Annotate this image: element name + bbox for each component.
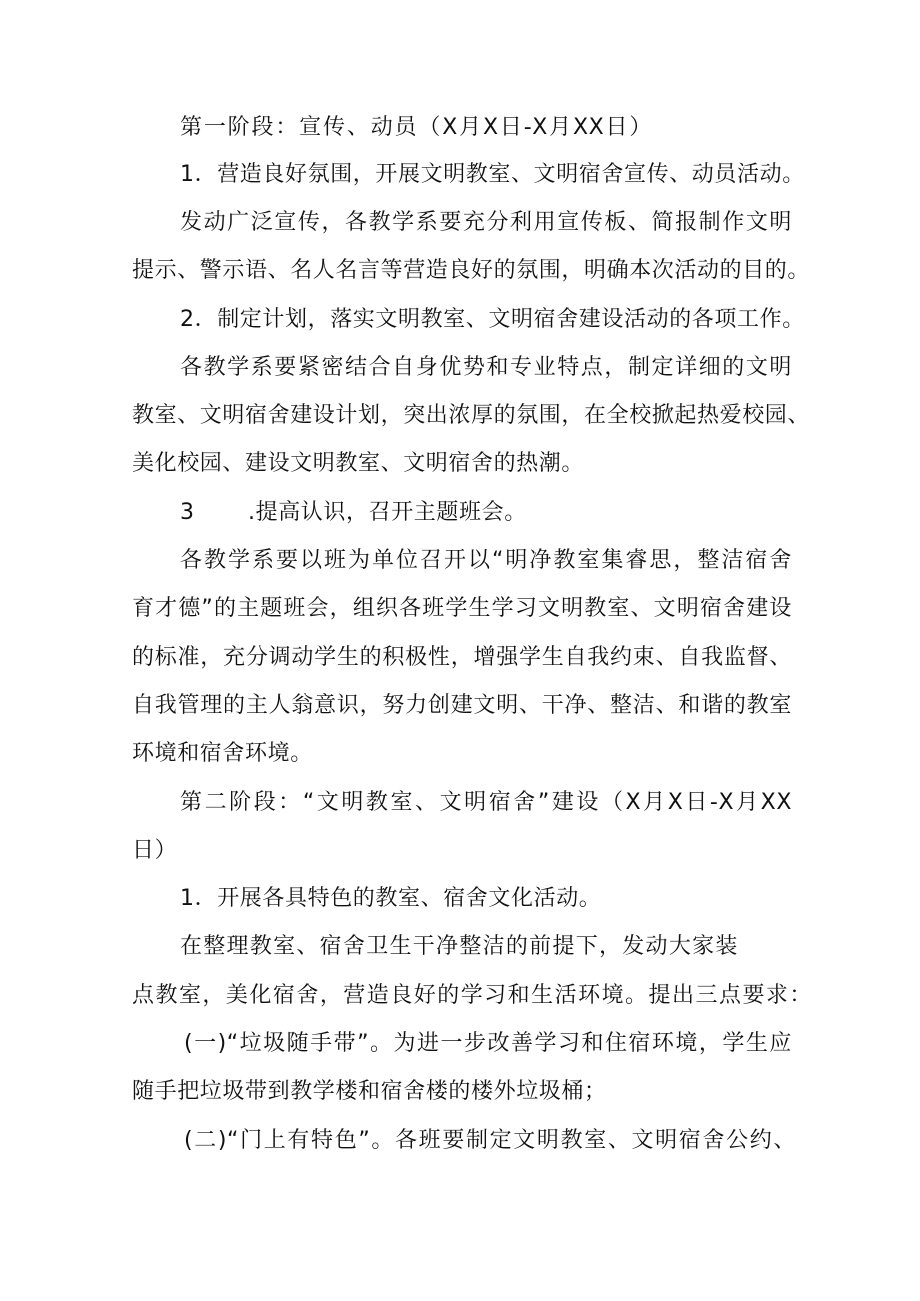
stage-two-heading-continued: 日） <box>132 838 178 863</box>
item-1-heading: 1．开展各具特色的教室、宿舍文化活动。 <box>180 886 602 911</box>
item-3-number: 3 <box>180 500 195 525</box>
paragraph-line: 教室、文明宿舍建设计划，突出浓厚的氛围，在全校掀起热爱校园、 <box>132 403 811 428</box>
item-3-heading: .提高认识，召开主题班会。 <box>248 500 527 525</box>
requirement-2: (二)“门上有特色”。各班要制定文明教室、文明宿舍公约、 <box>184 1128 796 1153</box>
paragraph-line: 各教学系要紧密结合自身优势和专业特点，制定详细的文明 <box>180 355 792 380</box>
paragraph-line: 自我管理的主人翁意识，努力创建文明、干净、整洁、和谐的教室 <box>132 693 792 718</box>
paragraph-line: 美化校园、建设文明教室、文明宿舍的热潮。 <box>132 451 585 476</box>
stage-two-heading: 第二阶段：“文明教室、文明宿舍”建设（X月X日-X月XX <box>180 790 792 815</box>
paragraph-line: 提示、警示语、名人名言等营造良好的氛围，明确本次活动的目的。 <box>132 258 811 283</box>
item-1-heading: 1．营造良好氛围，开展文明教室、文明宿舍宣传、动员活动。 <box>180 162 805 187</box>
paragraph-line: 发动广泛宣传，各教学系要充分利用宣传板、简报制作文明 <box>180 210 792 235</box>
item-2-heading: 2．制定计划，落实文明教室、文明宿舍建设活动的各项工作。 <box>180 307 805 332</box>
requirement-1: (一)“垃圾随手带”。为进一步改善学习和住宿环境，学生应 <box>184 1031 792 1056</box>
paragraph-line: 的标准，充分调动学生的积极性，增强学生自我约束、自我监督、 <box>132 645 792 670</box>
stage-one-heading: 第一阶段：宣传、动员（X月X日-X月XX日） <box>180 115 652 140</box>
paragraph-line: 点教室，美化宿舍，营造良好的学习和生活环境。提出三点要求： <box>132 983 812 1008</box>
paragraph-line: 在整理教室、宿舍卫生干净整洁的前提下，发动大家装 <box>180 934 738 959</box>
paragraph-line: 随手把垃圾带到教学楼和宿舍楼的楼外垃圾桶； <box>132 1079 607 1104</box>
paragraph-line: 育才德”的主题班会，组织各班学生学习文明教室、文明宿舍建设 <box>132 596 792 621</box>
paragraph-line: 各教学系要以班为单位召开以“明净教室集睿思，整洁宿舍 <box>180 548 792 573</box>
paragraph-line: 环境和宿舍环境。 <box>132 741 313 766</box>
